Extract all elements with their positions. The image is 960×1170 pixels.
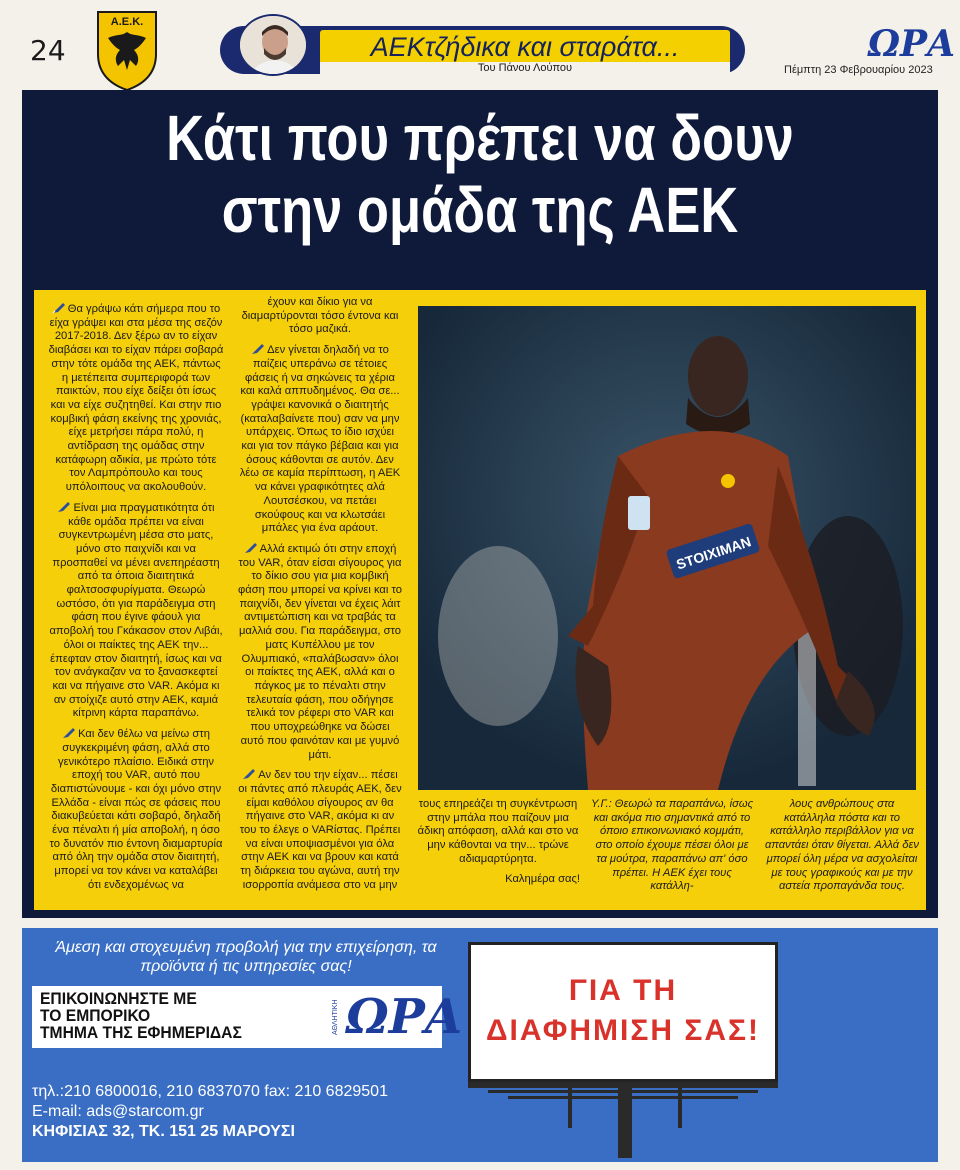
ad-phone: τηλ.:210 6800016, 210 6837070 fax: 210 6829501 (32, 1083, 388, 1100)
jersey-sponsor-text: STOIXIMAN (674, 533, 753, 573)
advertisement (22, 928, 938, 1162)
text-column-1 (48, 302, 224, 899)
billboard-line: ΔΙΑΦΗΜΙΣΗ ΣΑΣ! (485, 1014, 761, 1047)
text-column-5 (764, 798, 920, 900)
author-portrait (238, 14, 308, 76)
signoff: Καλημέρα σας! (505, 872, 580, 885)
pen-icon (251, 343, 265, 355)
column-title: ΑΕΚτζήδικα και σταράτα... (320, 30, 730, 64)
paragraph: Και δεν θέλω να μείνω στη συγκεκριμένη φάση, αλλά στο γενικότερο πλαίσιο. Ειδικά στην εποχή του VAR, αυτό που διαπιστώνουμε - και όχι μόνο στην Ελλάδα - είναι πώς σε φάσεις που διακυβεύεται κάτι σοβαρό, δηλαδή ένα πέναλτι ή μία αποβολή, η όσο το δυνατόν πιο έντονη διαμαρτυρία από όλη την ομάδα στον διαιτητή, μπορεί να τον κάνει να καταλάβει ότι ενδεχομένως να (49, 728, 223, 891)
billboard-stand-icon (468, 1082, 888, 1158)
billboard-text (471, 971, 775, 1051)
aek-crest-logo (92, 8, 162, 92)
ad-newspaper-logo: ΩΡΑ (346, 989, 463, 1045)
article-body (34, 290, 926, 910)
paragraph: τους επηρεάζει τη συγκέντρωση στην μπάλα που παίζουν μια άδικη απόφαση, αλλά και στο να μην κάθονται να την... τρώνε αδιαμαρτύρητα. (417, 798, 579, 865)
postscript-continued: λους ανθρώπους στα κατάλληλα πόστα και το κατάλληλο περιβάλλον για να απαντάει όταν θίγεται. Αλλά δεν μπορεί όλη μέρα να ασχολείται με τους γραφικούς και με την αστεία προπαγάνδα τους. (765, 798, 919, 893)
column-author: Του Πάνου Λούπου (320, 62, 730, 74)
ad-contact-line: ΤΟ ΕΜΠΟΡΙΚΟ (40, 1006, 151, 1025)
billboard-line: ΓΙΑ ΤΗ (568, 974, 678, 1007)
svg-text:Α.Ε.Κ.: Α.Ε.Κ. (110, 16, 144, 28)
headline-line-1: Κάτι που πρέπει να δουν (166, 102, 794, 174)
page-number: 24 (30, 34, 66, 67)
ad-email: E-mail: ads@starcom.gr (32, 1103, 204, 1120)
billboard (468, 942, 778, 1082)
ad-contact-text (40, 990, 261, 1041)
paragraph: έχουν και δίκιο για να διαμαρτύρονται τόσο έντονα και τόσο μαζικά. (241, 296, 399, 336)
ad-tagline: Άμεση και στοχευμένη προβολή για την επιχείρηση, τα προϊόντα ή τις υπηρεσίες σας! (55, 939, 437, 975)
pen-icon (52, 302, 66, 314)
article-panel (22, 90, 938, 918)
ad-contact-line: ΤΜΗΜΑ ΤΗΣ ΕΦΗΜΕΡΙΔΑΣ (40, 1023, 242, 1042)
paragraph: Είναι μια πραγματικότητα ότι κάθε ομάδα πρέπει να είναι συγκεντρωμένη μέσα στο ματς, μόνο στο παιχνίδι και να προσπαθεί να μένει ανεπηρέαστη από τα όποια διαιτητικά φαλτσοσφυρίγματα. Θεωρώ ωστόσο, ότι για παράδειγμα στη φάση που έγινε φάουλ για αποβολή του Γκάκασον στον Λιβάι, όλοι οι παίκτες της ΑΕΚ την... έπεφταν στον διαιτητή, ίσως και να τον ανάγκαζαν να το ξανασκεφτεί και να πήγαινε στο VAR. Ακόμα κι αν στοίχιζε αυτό στην ΑΕΚ, καμιά κίτρινη κάρτα παραπάνω. (49, 501, 223, 720)
ad-contact-box (32, 986, 463, 1048)
issue-date: Πέμπτη 23 Φεβρουαρίου 2023 (784, 64, 933, 76)
text-column-4 (590, 798, 754, 900)
pen-icon (244, 542, 258, 554)
ad-address: ΚΗΦΙΣΙΑΣ 32, ΤΚ. 151 25 ΜΑΡΟΥΣΙ (32, 1123, 295, 1140)
pen-icon (242, 768, 256, 780)
paragraph: Δεν γίνεται δηλαδή να το παίζεις υπεράνω σε τέτοιες φάσεις ή να σηκώνεις τα χέρια και καλά αππυδημένος. Θα σε... γράψει κανονικά ο διαιτητής (καταλαβαίνετε που) σαν να μην υπάρχεις. Όπως το ίδιο ισχύει και για τον πάγκο βέβαια και για όσους κάθονται σε αυτόν. Δεν λέω σε καμία περίπτωση, η ΑΕΚ να κάνει γραφικότητες αλά Λουτσέσκου, να πετάει σκούφους και να κλωτσάει μπάλες για ένα αράουτ. (239, 344, 401, 535)
headline (104, 102, 855, 246)
newspaper-logo: ΩΡΑ (868, 23, 956, 65)
player-photo (418, 306, 916, 790)
headline-line-2: στην ομάδα της ΑΕΚ (221, 174, 739, 246)
text-column-3 (416, 798, 580, 892)
ad-contact-line: ΕΠΙΚΟΙΝΩΝΗΣΤΕ ΜΕ (40, 989, 197, 1008)
paragraph: Αν δεν του την είχαν... πέσει οι πάντες από πλευράς ΑΕΚ, δεν είμαι καθόλου σίγουρος αν θα πήγαινε στο VAR, ακόμα κι αν του το έλεγε ο VARίστας. Πρέπει να είναι υποψιασμένοι για όλα στην ΑΕΚ και να βρουν και κατά τη διάρκεια του αγώνα, αυτή την ισορροπία ανάμεσα στο να μην (238, 769, 402, 891)
ad-contact-details (32, 1082, 452, 1142)
paragraph: Θα γράψω κάτι σήμερα που το είχα γράψει και στα μέσα της σεζόν 2017-2018. Δεν ξέρω αν το είχαν διαβάσει και το είχαν πάρει σοβαρά στην τότε ομάδα της ΑΕΚ, πάντως η μετέπειτα συμπεριφορά των παικτών, που είχε δείξει ότι ίσως και να είχε συζητηθεί. Και στην πιο κομβική φάση εκείνης της χρονιάς, είχε μετρήσει πάρα πολύ, η αντίδραση της ομάδας στην κατάφωρη αδικία, με πρώτο τότε τον Λαμπρόπουλο και τους υπόλοιπους να ακολουθούν. (48, 303, 224, 494)
postscript: Υ.Γ.: Θεωρώ τα παραπάνω, ίσως και ακόμα πιο σημαντικά από το όποιο επικοινωνιακό κομμάτι, στο οποίο έχουμε πέσει όλοι με τα μούτρα, παραπάνω απ' όσο πρέπει. Η ΑΕΚ έχει τους κατάλλη- (590, 798, 754, 893)
pen-icon (62, 727, 76, 739)
text-column-2 (238, 296, 402, 899)
paragraph: Αλλά εκτιμώ ότι στην εποχή του VAR, όταν είσαι σίγουρος για το δίκιο σου για μια κομβική φάση που μπορεί να κρίνει και το παιχνίδι, δεν γίνεται να έχεις λάιτ αντιμετώπιση και να τραβάς τα μαλλιά σου. Για παράδειγμα, στο ματς Κυπέλλου με τον Ολυμπιακό, «παλάβωσαν» όλοι οι παίκτες της ΑΕΚ, αλλά και ο πάγκος με το πέναλτι στην τελευταία φάση, που οδήγησε τελικά τον ρέφερι στο VAR και που υποχρεώθηκε να δώσει αυτό που φαινόταν και με γυμνό μάτι. (238, 542, 402, 761)
pen-icon (57, 501, 71, 513)
ad-logo-subtitle: ΑΘΛΗΤΙΚΗ (332, 999, 339, 1035)
